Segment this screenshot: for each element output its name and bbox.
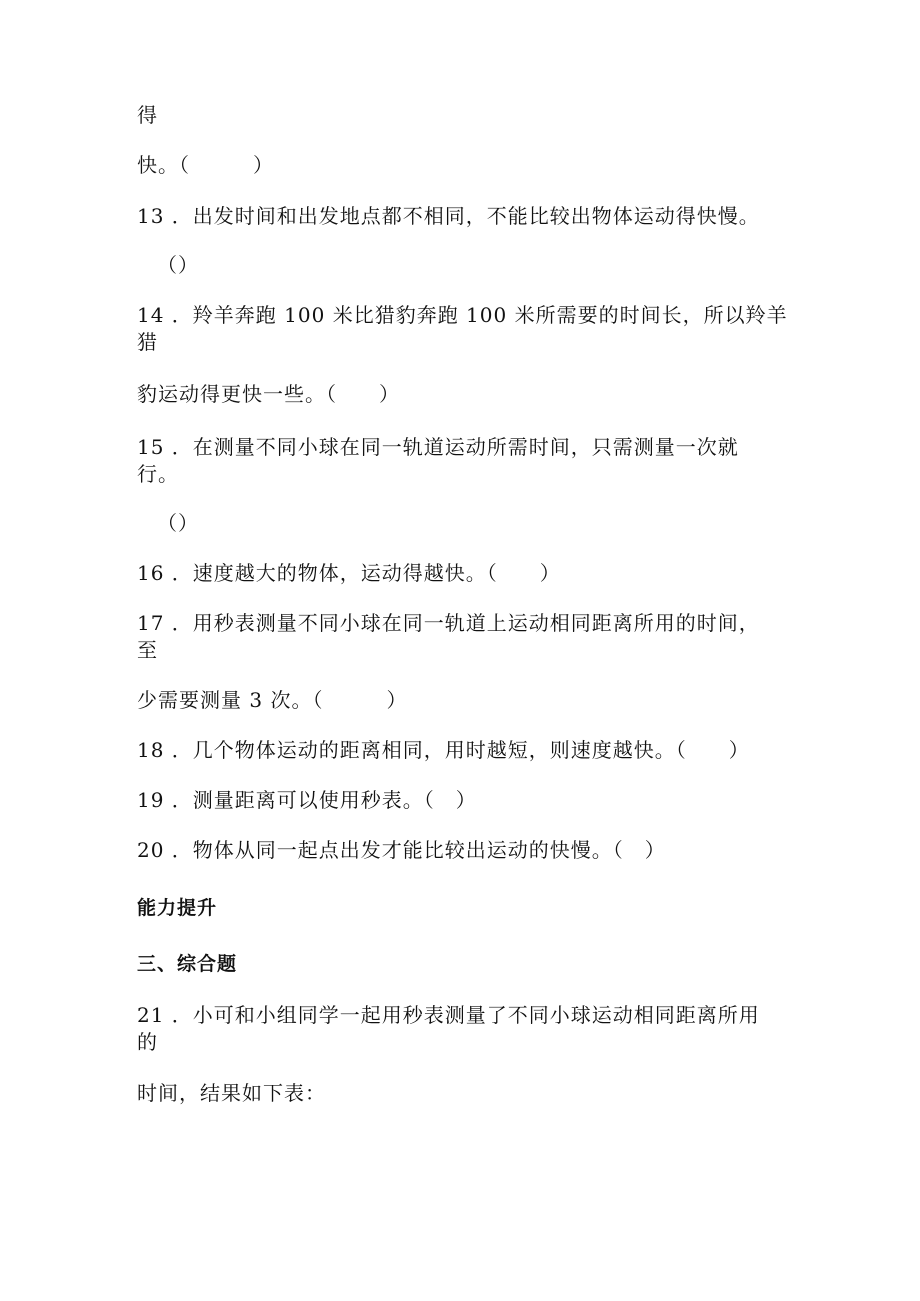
text-line: 至 bbox=[137, 638, 158, 662]
question-15: 15 ．在测量不同小球在同一轨道运动所需时间，只需测量一次就 bbox=[137, 435, 739, 459]
section-heading: 能力提升 bbox=[137, 897, 218, 919]
section-heading: 三、综合题 bbox=[137, 953, 238, 975]
question-13: 13 ．出发时间和出发地点都不相同，不能比较出物体运动得快慢。 bbox=[137, 204, 760, 228]
text-line: 的 bbox=[137, 1030, 158, 1054]
question-16: 16 ．速度越大的物体，运动得越快。（ ） bbox=[137, 561, 561, 585]
text-line: 豹运动得更快一些。（ ） bbox=[137, 382, 400, 406]
text-line: 少需要测量 3 次。（ ） bbox=[137, 688, 408, 712]
answer-brackets: （） bbox=[157, 511, 199, 535]
text-line: 行。 bbox=[137, 462, 179, 486]
question-18: 18 ．几个物体运动的距离相同，用时越短，则速度越快。（ ） bbox=[137, 738, 750, 762]
answer-brackets: （） bbox=[157, 253, 199, 277]
text-line: 时间，结果如下表： bbox=[137, 1081, 326, 1105]
text-line: 猎 bbox=[137, 330, 158, 354]
question-21: 21 ．小可和小组同学一起用秒表测量了不同小球运动相同距离所用 bbox=[137, 1003, 760, 1027]
question-20: 20 ．物体从同一起点出发才能比较出运动的快慢。（ ） bbox=[137, 838, 666, 862]
question-17: 17 ．用秒表测量不同小球在同一轨道上运动相同距离所用的时间， bbox=[137, 611, 760, 635]
text-line: 得 bbox=[137, 103, 158, 127]
question-19: 19 ．测量距离可以使用秒表。（ ） bbox=[137, 788, 477, 812]
text-line: 快。（ ） bbox=[137, 153, 274, 177]
question-14: 14 ．羚羊奔跑 100 米比猎豹奔跑 100 米所需要的时间长，所以羚羊 bbox=[137, 303, 788, 327]
